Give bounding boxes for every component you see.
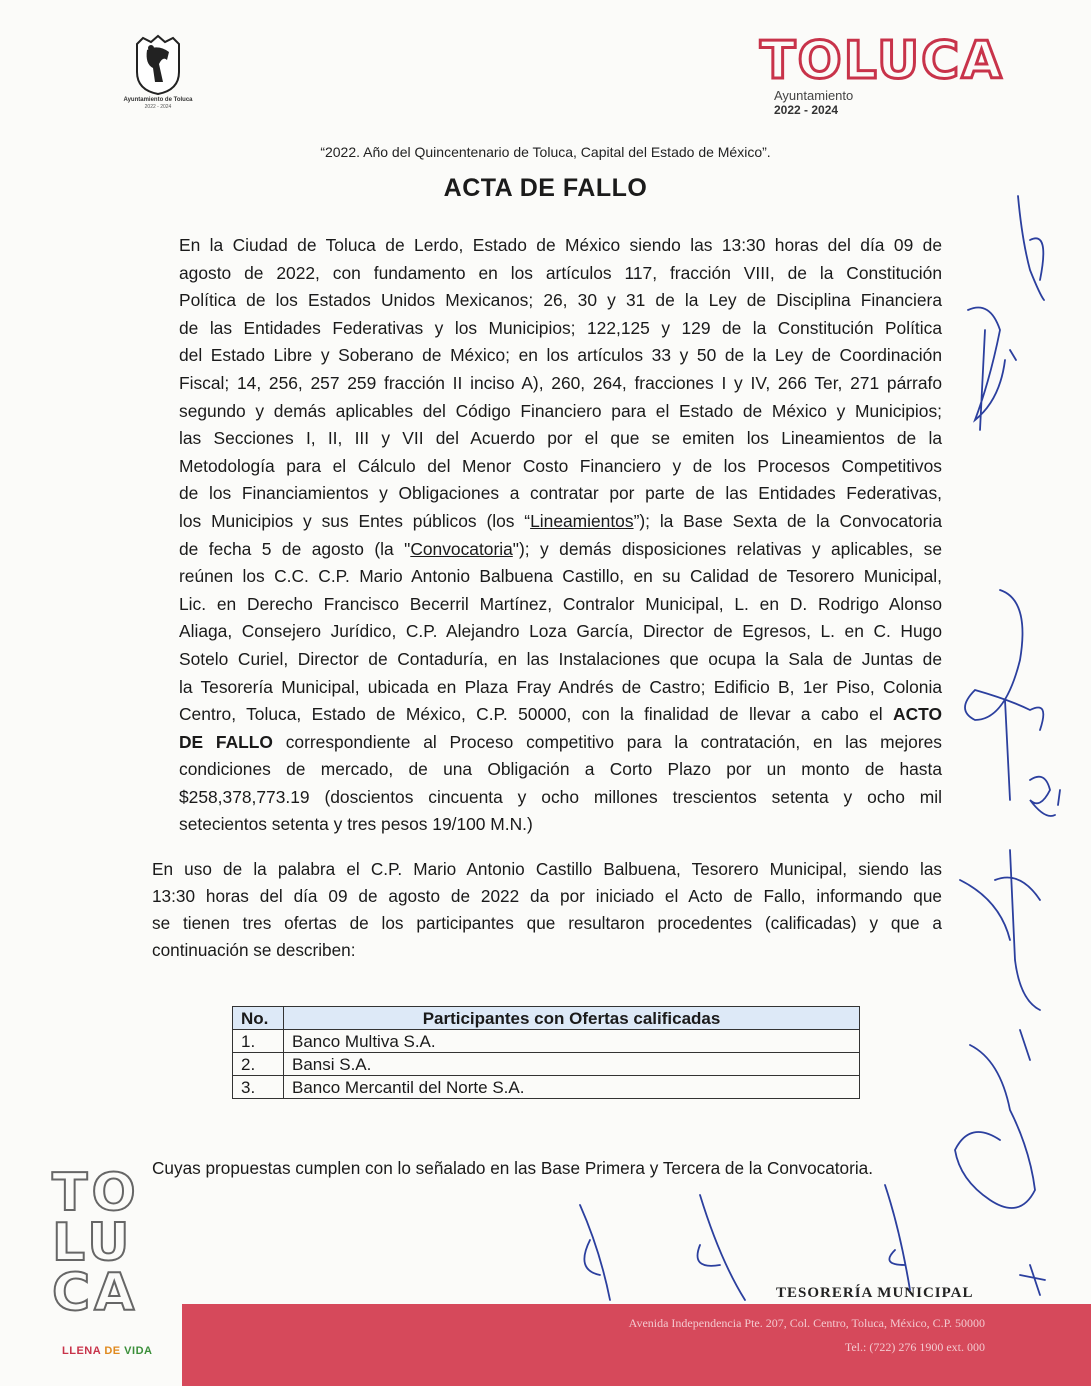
signature-stroke xyxy=(960,850,1040,1010)
department-name: TESORERÍA MUNICIPAL xyxy=(776,1285,974,1301)
footer-address: Avenida Independencia Pte. 207, Col. Centro, Toluca, México, C.P. 50000 xyxy=(628,1316,985,1330)
opening-paragraph xyxy=(179,232,942,839)
text-line: de los Financiamientos y Obligaciones a contratar por parte de las Entidades Federativas, xyxy=(179,483,942,504)
table-row xyxy=(233,1076,860,1099)
signature-stroke xyxy=(965,590,1043,800)
signature-stroke xyxy=(580,1205,610,1300)
text-line: En uso de la palabra el C.P. Mario Antonio Castillo Balbuena, Tesorero Municipal, siendo las xyxy=(152,859,942,879)
text-line: Aliaga, Consejero Jurídico, C.P. Alejandro Loza García, Director de Egresos, L. en C. Hugo xyxy=(179,621,942,642)
logo-line: LU xyxy=(52,1213,134,1273)
toluca-brand-logo xyxy=(760,31,1020,124)
text-segment: ”); la Base Sexta de la Convocatoria xyxy=(633,510,942,531)
column-header-participants: Participantes con Ofertas calificadas xyxy=(284,1007,860,1030)
table-row xyxy=(233,1030,860,1053)
text-line: condiciones de mercado, de una Obligación a Corto Plazo por un monto de hasta xyxy=(179,759,942,780)
second-paragraph xyxy=(152,856,942,964)
lineamientos-term: Lineamientos xyxy=(530,510,634,531)
de-fallo-bold: DE FALLO xyxy=(179,731,273,752)
brand-wordmark: TOLUCA xyxy=(760,31,1004,91)
seal-emblem-icon xyxy=(129,34,187,96)
footer-phone: Tel.: (722) 276 1900 ext. 000 xyxy=(844,1340,985,1354)
signature-stroke xyxy=(698,1195,746,1300)
slogan-word: VIDA xyxy=(124,1345,153,1357)
text-line xyxy=(179,729,942,757)
row-number: 3. xyxy=(233,1076,284,1099)
brand-subtitle: Ayuntamiento xyxy=(774,88,854,103)
row-number: 2. xyxy=(233,1053,284,1076)
signature-stroke xyxy=(968,308,1016,431)
signature-stroke xyxy=(1018,196,1044,300)
participant-name: Bansi S.A. xyxy=(284,1053,860,1076)
toluca-stacked-logo xyxy=(52,1163,172,1368)
text-segment: correspondiente al Proceso competitivo para la contratación, en las mejores xyxy=(285,731,942,752)
text-line: reúnen los C.C. C.P. Mario Antonio Balbuena Castillo, en su Calidad de Tesorero Municipal, xyxy=(179,566,942,587)
text-segment: de fecha 5 de agosto (la " xyxy=(179,538,411,559)
text-segment: Centro, Toluca, Estado de México, C.P. 50000, con la finalidad de llevar a cabo el xyxy=(179,704,883,725)
slogan xyxy=(62,1345,152,1357)
text-line: de las Entidades Federativas y los Municipios; 122,125 y 129 de la Constitución Política xyxy=(179,317,942,338)
text-line: las Secciones I, II, III y VII del Acuerdo por el que se emiten los Lineamientos de la xyxy=(179,428,942,449)
table-header-row xyxy=(233,1007,860,1030)
text-line xyxy=(179,701,942,729)
logo-line: TO xyxy=(52,1163,140,1223)
acto-bold: ACTO xyxy=(893,704,942,725)
text-line: setecientos setenta y tres pesos 19/100 M.N.) xyxy=(179,814,533,835)
text-line: la Tesorería Municipal, ubicada en Plaza Fray Andrés de Castro; Edificio B, 1er Piso, Colonia xyxy=(179,676,942,697)
table-row xyxy=(233,1053,860,1076)
text-line xyxy=(179,508,942,536)
slogan-word: DE xyxy=(104,1345,121,1357)
seal-years: 2022 - 2024 xyxy=(144,104,172,110)
signature-stroke xyxy=(1020,1265,1045,1295)
text-segment: "); y demás disposiciones relativas y aplicables, se xyxy=(512,538,943,559)
row-number: 1. xyxy=(233,1030,284,1053)
text-line: se tienen tres ofertas de los participantes que resultaron procedentes (calificadas) y que a xyxy=(152,913,942,933)
text-line: Lic. en Derecho Francisco Becerril Martínez, Contralor Municipal, L. en D. Rodrigo Alonso xyxy=(179,593,942,614)
qualified-bidders-table xyxy=(232,1006,860,1099)
text-line: del Estado Libre y Soberano de México; en los artículos 33 y 50 de la Ley de Coordinación xyxy=(179,345,942,366)
text-line: Fiscal; 14, 256, 257 259 fracción II inciso A), 260, 264, fracciones I y IV, 266 Ter, 271 párrafo xyxy=(179,372,942,393)
text-line: Política de los Estados Unidos Mexicanos; 26, 30 y 31 de la Ley de Disciplina Financiera xyxy=(179,290,942,311)
text-line: $258,378,773.19 (doscientos cincuenta y ocho millones trescientos setenta y ocho mil xyxy=(179,786,942,807)
participant-name: Banco Mercantil del Norte S.A. xyxy=(284,1076,860,1099)
closing-statement: Cuyas propuestas cumplen con lo señalado en las Base Primera y Tercera de la Convocatoria. xyxy=(152,1158,873,1178)
text-line: agosto de 2022, con fundamento en los artículos 117, fracción VIII, de la Constitución xyxy=(179,262,942,283)
year-motto: “2022. Año del Quincentenario de Toluca, Capital del Estado de México”. xyxy=(320,144,771,160)
text-line: segundo y demás aplicables del Código Financiero para el Estado de México y Municipios; xyxy=(179,400,942,421)
text-line: continuación se describen: xyxy=(152,940,356,960)
convocatoria-term: Convocatoria xyxy=(410,538,513,559)
municipal-seal-logo xyxy=(108,34,208,120)
column-header-number: No. xyxy=(233,1007,284,1030)
signature-stroke xyxy=(955,1030,1035,1208)
signature-stroke xyxy=(885,1185,910,1290)
document-title: ACTA DE FALLO xyxy=(443,174,648,202)
participant-name: Banco Multiva S.A. xyxy=(284,1030,860,1053)
text-line xyxy=(179,536,942,564)
text-segment: los Municipios y sus Entes públicos (los “ xyxy=(179,510,531,531)
signature-stroke xyxy=(1030,777,1060,816)
brand-years: 2022 - 2024 xyxy=(774,103,839,117)
text-line: En la Ciudad de Toluca de Lerdo, Estado de México siendo las 13:30 horas del día 09 de xyxy=(179,235,942,255)
logo-line: CA xyxy=(52,1263,139,1323)
seal-caption: Ayuntamiento de Toluca xyxy=(123,97,193,103)
text-line: 13:30 horas del día 09 de agosto de 2022 da por iniciado el Acto de Fallo, informando que xyxy=(152,886,942,906)
text-line: Metodología para el Cálculo del Menor Costo Financiero y de los Procesos Competitivos xyxy=(179,455,942,476)
text-line: Sotelo Curiel, Director de Contaduría, en las Instalaciones que ocupa la Sala de Juntas de xyxy=(179,648,942,669)
slogan-word: LLENA xyxy=(62,1345,101,1357)
